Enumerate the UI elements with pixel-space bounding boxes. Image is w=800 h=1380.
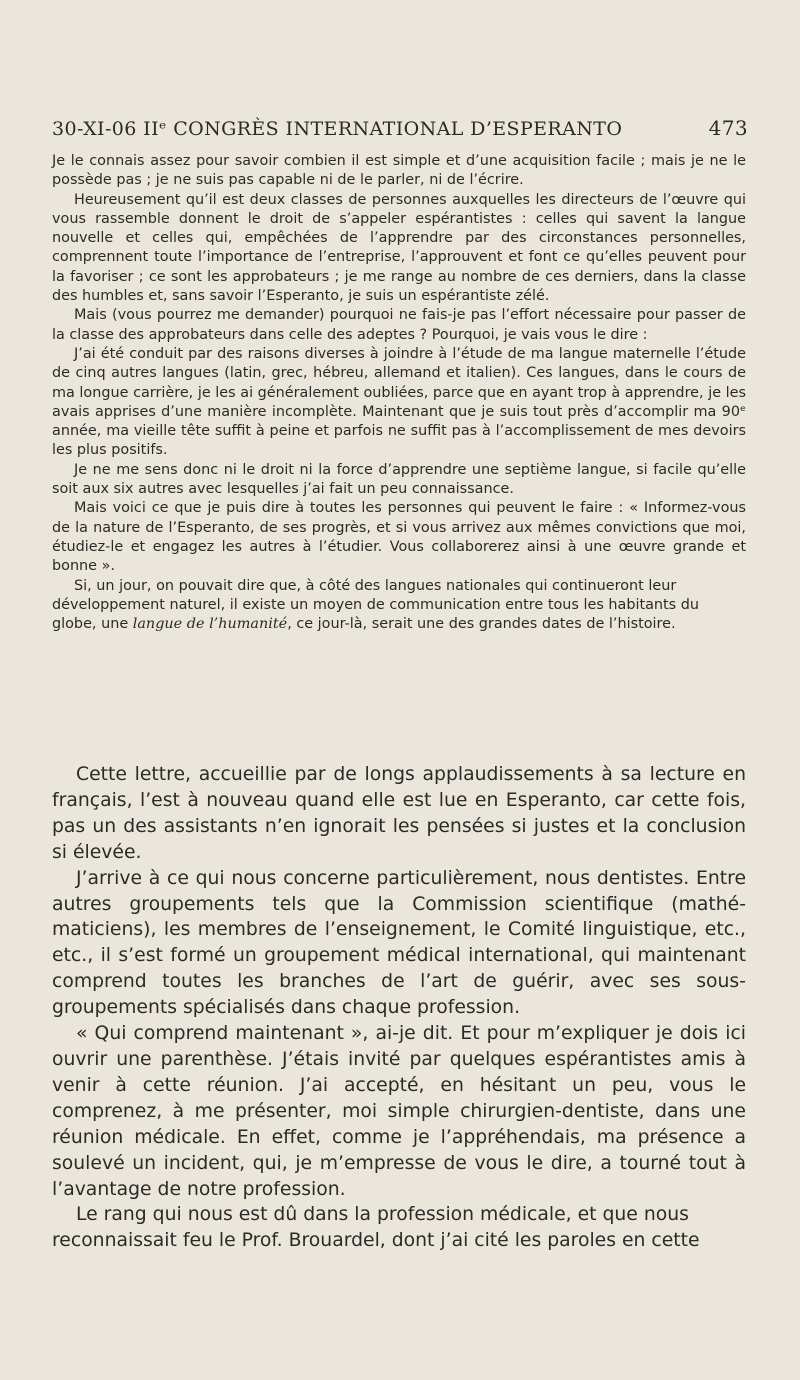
letter-paragraph [52,577,746,635]
main-text [52,762,746,1254]
letter-paragraph: Je le connais assez pour savoir combien il est simple et d’une acquisition facile ; mais je ne le possède pas ; je ne suis pas capable ni de le parler, ni de l’écrire. [52,153,746,189]
letter-paragraph: Mais (vous pourrez me demander) pourquoi ne fais-je pas l’effort nécessaire pour passer de la classe des approbateurs dans celle des adeptes ? Pourquoi, je vais vous le dire : [52,307,746,343]
running-header [52,116,748,140]
quoted-letter [52,152,746,634]
letter-paragraph: J’ai été conduit par des raisons diverses à joindre à l’étude de ma langue maternelle l’étude de cinq autres langues (latin, grec, hébreu, allemand et italien). Ces langues, dans le cours de ma longue carrière, je les ai généralement oubliées, parce que en ayant trop à apprendre, je les avais apprises d’une manière incomplète. Maintenant que je suis tout près d’accomplir ma 90ᵉ année, ma vieille tête suffit à peine et parfois ne suffit pas à l’accomplissement de mes devoirs les plus positifs. [52,345,746,459]
body-paragraph: J’arrive à ce qui nous concerne particulièrement, nous dentistes. Entre autres groupements tels que la Commission scientifique (mathématiciens), les membres de l’enseignement, le Comité linguistique, etc., etc., il s’est formé un groupement médical international, qui maintenant comprend toutes les branches de l’art de guérir, avec ses sous-groupements spécialisés dans chaque profession. [52,867,746,1019]
page-number: 473 [708,116,748,140]
italic-phrase: langue de l’humanité [132,616,288,633]
letter-paragraph: Mais voici ce que je puis dire à toutes les personnes qui peuvent le faire : « Informez-vous de la nature de l’Esperanto, de ses progrès, et si vous arrivez aux mêmes convictions que moi, étudiez-le et engagez les autres à l’étudier. Vous collaborerez ainsi à une œuvre grande et bonne ». [52,500,746,575]
body-paragraph: « Qui comprend maintenant », ai-je dit. Et pour m’expliquer je dois ici ouvrir une parenthèse. J’étais invité par quelques espérantistes amis à venir à cette réunion. J’ai accepté, en hésitant un peu, vous le comprenez, à me présenter, moi simple chirurgien-dentiste, dans une réunion médicale. En effet, comme je l’appréhendais, ma présence a soulevé un incident, qui, je m’empresse de vous le dire, a tourné tout à l’avantage de notre profession. [52,1023,746,1200]
letter-paragraph: Je ne me sens donc ni le droit ni la force d’apprendre une septième langue, si facile qu’elle soit aux six autres avec lesquelles j’ai fait un peu connaissance. [52,461,746,498]
letter-paragraph: Heureusement qu’il est deux classes de personnes auxquelles les directeurs de l’œuvre qui vous rassemble donnent le droit de s’appeler espérantistes : celles qui savent la langue nouvelle et celles qui, empêchées de l’apprendre par des circonstances personnelles, comprennent toute l’importance de l’entreprise, l’approuvent et font ce qu’elles peuvent pour la favoriser ; ce sont les approbateurs ; je me range au nombre de ces derniers, dans la classe des humbles et, sans savoir l’Esperanto, je suis un espérantiste zélé. [52,191,746,305]
letter-text: , ce jour-là, serait une des grandes dates de l’histoire. [287,616,676,633]
header-title: 30-XI-06 IIᵉ CONGRÈS INTERNATIONAL D’ESPERANTO [52,118,623,140]
letter-text: Si, un jour, on pouvait dire que, à côté des langues nationales qui continueront leur développement naturel, il existe un moyen de communication entre tous les habitants du globe, une [52,577,700,633]
body-paragraph: Cette lettre, accueillie par de longs applaudissements à sa lecture en français, l’est à nouveau quand elle est lue en Esperanto, car cette fois, pas un des assistants n’en ignorait les pensées si justes et la conclusion si élevée. [52,764,746,863]
body-paragraph: Le rang qui nous est dû dans la profession médicale, et que nous reconnaissait feu le Prof. Brouardel, dont j’ai cité les paroles en cette [52,1204,700,1252]
